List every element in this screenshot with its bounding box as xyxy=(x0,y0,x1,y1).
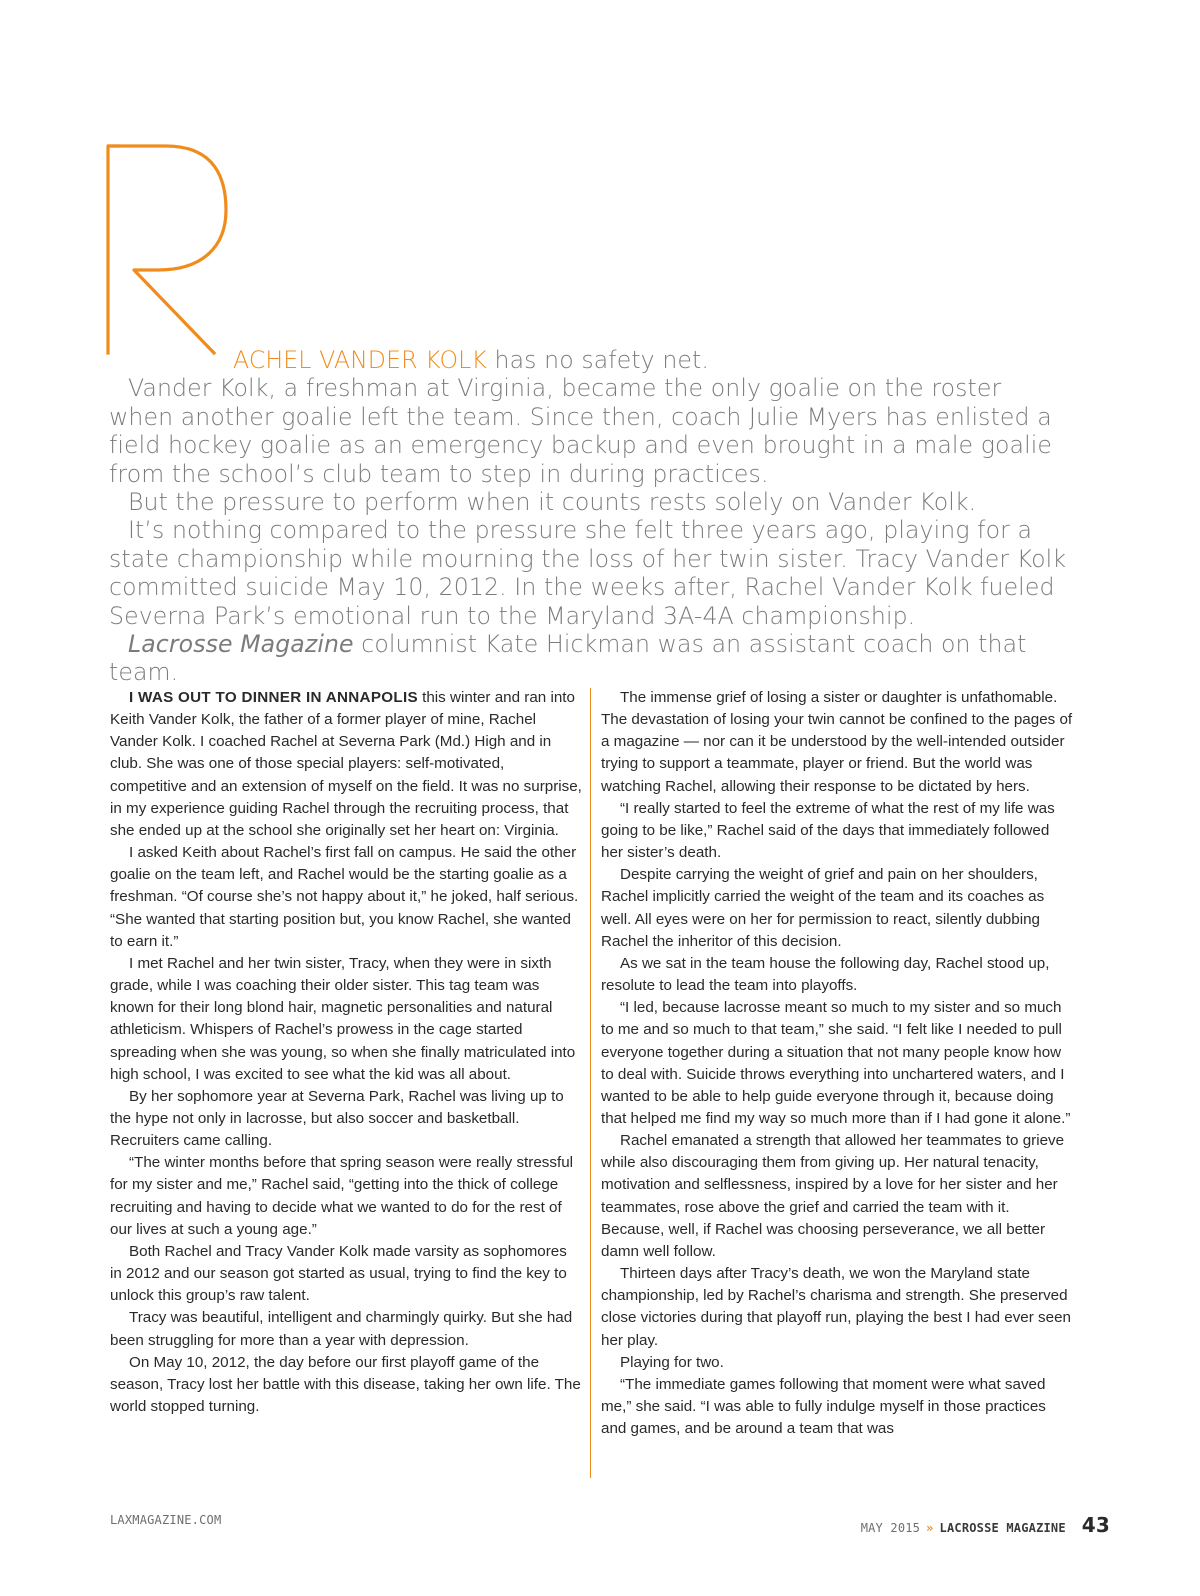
intro-lead-caps: ACHEL VANDER KOLK xyxy=(233,346,487,374)
body-paragraph: “I really started to feel the extreme of what the rest of my life was going to be like,” Rachel said of the days that immediately followed her sister’s death. xyxy=(601,799,1055,862)
chevron-icon: » xyxy=(926,1521,934,1535)
body-paragraph: Thirteen days after Tracy’s death, we won the Maryland state championship, led by Rachel’s charisma and strength. She preserved close victories during that playoff run, playing the best I had ever seen her play. xyxy=(601,1265,1071,1349)
body-paragraph: “The immediate games following that moment were what saved me,” she said. “I was able to fully indulge myself in those practices and games, and be around a team that was xyxy=(601,1375,1046,1438)
intro-lead-rest: has no safety net. xyxy=(486,346,709,374)
body-paragraph: I asked Keith about Rachel’s first fall on campus. He said the other goalie on the team left, and Rachel would be the starting goalie as a freshman. “Of course she’s not happy about it,” he joked, half serious. “She wanted that starting position but, you know Rachel, she wanted to earn it.” xyxy=(110,844,579,950)
article-intro xyxy=(109,346,1069,687)
body-paragraph: I met Rachel and her twin sister, Tracy, when they were in sixth grade, while I was coaching their older sister. This tag team was known for their long blond hair, magnetic personalities and natural athleticism. Whispers of Rachel’s prowess in the cage started spreading when she was young, so when she finally matriculated into high school, I was excited to see what the kid was all about. xyxy=(110,954,576,1083)
body-paragraph: Rachel emanated a strength that allowed her teammates to grieve while also discouraging them from giving up. Her natural tenacity, motivation and selflessness, inspired by a love for her sister and her teammates, rose above the grief and carried the team with it. Because, well, if Rachel was choosing perseverance, we all better damn well follow. xyxy=(601,1132,1065,1260)
column-divider xyxy=(590,688,591,1478)
body-column-right xyxy=(601,687,1073,1440)
drop-cap-r-glyph xyxy=(96,130,246,356)
footer-issue: MAY 2015 xyxy=(860,1521,921,1535)
body-column-left xyxy=(110,687,582,1418)
footer-folio xyxy=(861,1513,1110,1537)
footer-site: LAXMAGAZINE.COM xyxy=(110,1513,222,1527)
page-number: 43 xyxy=(1081,1513,1110,1537)
intro-paragraph: It’s nothing compared to the pressure she felt three years ago, playing for a state championship while mourning the loss of her twin sister. Tracy Vander Kolk committed suicide May 10, 2012. In the weeks after, Rachel Vander Kolk fueled Severna Park’s emotional run to the Maryland 3A-4A championship. xyxy=(109,516,1067,630)
footer-magazine: LACROSSE MAGAZINE xyxy=(939,1521,1066,1535)
intro-paragraph: But the pressure to perform when it counts rests solely on Vander Kolk. xyxy=(128,488,977,517)
magazine-name: Lacrosse Magazine xyxy=(128,630,354,659)
body-paragraph: By her sophomore year at Severna Park, Rachel was living up to the hype not only in lacrosse, but also soccer and basketball. Recruiters came calling. xyxy=(110,1087,564,1150)
body-opening-text: this winter and ran into Keith Vander Kolk, the father of a former player of mine, Rachel Vander Kolk. I coached Rachel at Severna Park (Md.) High and in club. She was one of those special players: self-motivated, competitive and an extension of myself on the field. It was no surprise, in my experience guiding Rachel through the recruiting process, that she ended up at the school she originally set her heart on: Virginia. xyxy=(110,689,582,839)
body-paragraph: The immense grief of losing a sister or daughter is unfathomable. The devastation of losing your twin cannot be confined to the pages of a magazine — nor can it be understood by the well-intended outsider trying to support a teammate, player or friend. But the world was watching Rachel, allowing their response to be dictated by hers. xyxy=(601,689,1073,795)
body-paragraph: Despite carrying the weight of grief and pain on her shoulders, Rachel implicitly carried the weight of the team and its coaches as well. All eyes were on her for permission to react, silently dubbing Rachel the inheritor of this decision. xyxy=(601,866,1045,950)
body-paragraph: “I led, because lacrosse meant so much to my sister and so much to me and so much to that team,” she said. “I felt like I needed to pull everyone together during a situation that not many people know how to deal with. Suicide throws everything into unchartered waters, and I wanted to be able to help guide everyone through it, because doing that helped me find my way so much more than if I had gone it alone.” xyxy=(601,999,1071,1127)
drop-cap-text xyxy=(96,356,97,357)
body-opening-paragraph xyxy=(110,687,582,842)
intro-lead xyxy=(109,346,1069,374)
intro-credit-rest: columnist Kate Hickman was an assistant coach on that team. xyxy=(109,630,1027,687)
intro-credit xyxy=(109,630,1069,687)
drop-cap-letter xyxy=(96,130,246,380)
body-paragraph: On May 10, 2012, the day before our first playoff game of the season, Tracy lost her battle with this disease, taking her own life. The world stopped turning. xyxy=(110,1353,581,1415)
body-paragraph: Playing for two. xyxy=(620,1353,724,1371)
body-paragraph: Tracy was beautiful, intelligent and charmingly quirky. But she had been struggling for more than a year with depression. xyxy=(110,1309,573,1349)
intro-paragraph: Vander Kolk, a freshman at Virginia, became the only goalie on the roster when another goalie left the team. Since then, coach Julie Myers has enlisted a field hockey goalie as an emergency backup and even brought in a male goalie from the school’s club team to step in during practices. xyxy=(109,374,1053,488)
body-paragraph: As we sat in the team house the following day, Rachel stood up, resolute to lead the team into playoffs. xyxy=(601,954,1050,995)
run-in-heading: I WAS OUT TO DINNER IN ANNAPOLIS xyxy=(129,689,418,706)
body-paragraph: Both Rachel and Tracy Vander Kolk made varsity as sophomores in 2012 and our season got started as usual, trying to find the key to unlock this group’s raw talent. xyxy=(110,1242,567,1305)
body-paragraph: “The winter months before that spring season were really stressful for my sister and me,” Rachel said, “getting into the thick of college recruiting and having to decide what we wanted to do for the rest of our lives at such a young age.” xyxy=(110,1154,574,1238)
